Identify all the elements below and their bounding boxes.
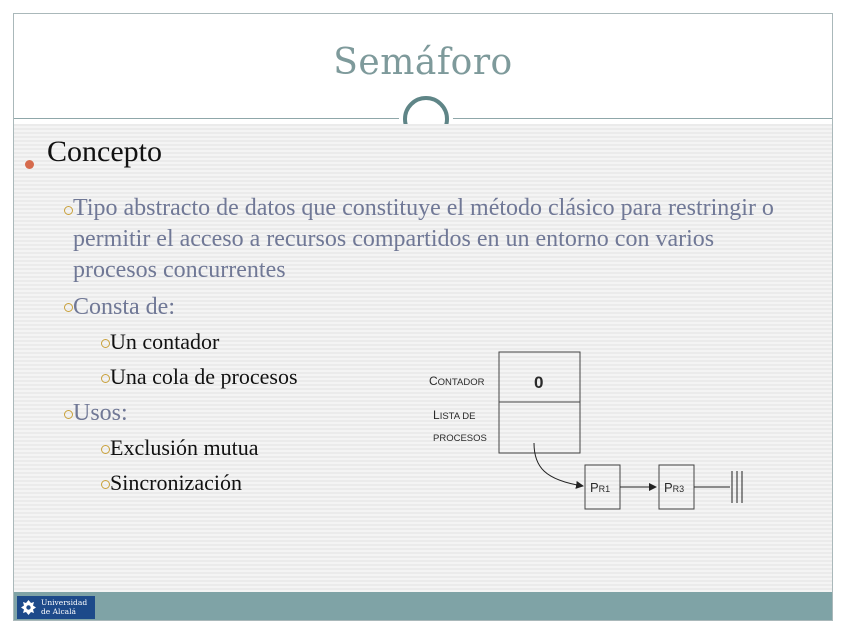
bullet-concepto: Concepto — [47, 135, 162, 168]
process-r1-initial: P — [590, 480, 599, 495]
bullet-usos: Usos: — [73, 400, 128, 426]
bullet-dot-icon — [25, 160, 34, 169]
list-arrow — [534, 443, 583, 486]
bullet-sincronizacion: Sincronización — [110, 470, 242, 495]
university-logo — [17, 596, 95, 619]
process-r1-label — [590, 480, 610, 495]
list-label-rest: ISTA DE — [439, 411, 476, 422]
slide-title: Semáforo — [333, 42, 513, 83]
counter-value: 0 — [534, 373, 544, 392]
counter-label-initial: C — [429, 374, 438, 388]
ring-bullet-icon — [64, 206, 73, 215]
bullet-un-contador: Un contador — [110, 329, 220, 354]
ring-bullet-icon — [64, 410, 73, 419]
university-crest-icon — [20, 599, 37, 616]
bullet-definition: Tipo abstracto de datos que constituye el método clásico para restringir o permitir el acceso a recursos compartidos en un entorno con varios procesos concurrentes — [73, 195, 774, 283]
ring-bullet-icon — [101, 445, 110, 454]
bullet-consta-de: Consta de: — [73, 294, 175, 320]
logo-text-line2: de Alcalá — [41, 607, 76, 616]
slide-footer — [14, 592, 832, 621]
counter-label-rest: ONTADOR — [437, 377, 485, 388]
bullet-cola-procesos: Una cola de procesos — [110, 364, 298, 389]
process-r3-rest: R3 — [672, 484, 685, 494]
bullet-exclusion-mutua: Exclusión mutua — [110, 435, 259, 460]
logo-text-line1: Universidad — [41, 598, 88, 607]
process-r3-initial: P — [664, 480, 673, 495]
process-r3-label — [664, 480, 684, 495]
list-label-line2: PROCESOS — [433, 433, 487, 444]
ring-bullet-icon — [101, 374, 110, 383]
list-end-icon — [732, 471, 742, 503]
ring-bullet-icon — [101, 480, 110, 489]
ring-bullet-icon — [64, 303, 73, 312]
list-label-line1 — [433, 408, 475, 422]
list-label-initial: L — [433, 408, 440, 422]
process-r1-rest: R1 — [598, 484, 611, 494]
semaphore-diagram — [405, 335, 745, 510]
ring-bullet-icon — [101, 339, 110, 348]
counter-label — [429, 374, 485, 388]
